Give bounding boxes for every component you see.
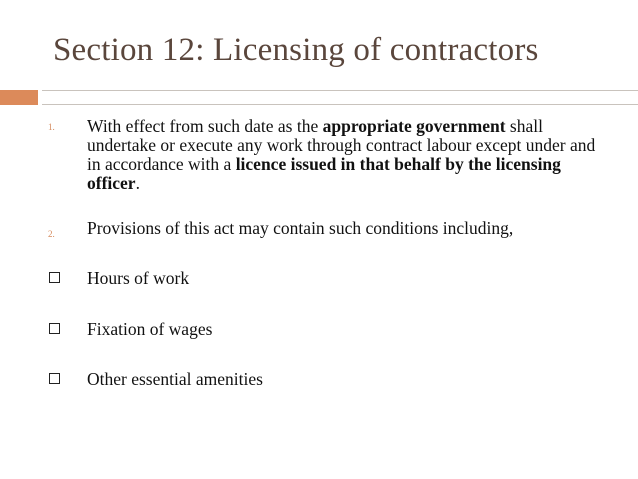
list-number: 2.: [48, 229, 55, 239]
bullet-text: Hours of work: [87, 268, 190, 288]
list-item-text: Provisions of this act may contain such conditions including,: [87, 218, 514, 238]
list-number: 1.: [48, 122, 55, 132]
slide-title: Section 12: Licensing of contractors: [53, 32, 539, 68]
title-divider: [42, 90, 638, 105]
checkbox-bullet-icon: [49, 272, 60, 283]
checkbox-bullet-icon: [49, 373, 60, 384]
bullet-text: Other essential amenities: [87, 369, 263, 389]
title-accent-bar: [0, 90, 38, 105]
checkbox-bullet-icon: [49, 323, 60, 334]
bullet-text: Fixation of wages: [87, 319, 213, 339]
list-item-text: With effect from such date as the appropriate government shall undertake or execute any work through contract labour except under and in accordance with a licence issued in that behalf by the licensing officer.: [87, 116, 596, 193]
